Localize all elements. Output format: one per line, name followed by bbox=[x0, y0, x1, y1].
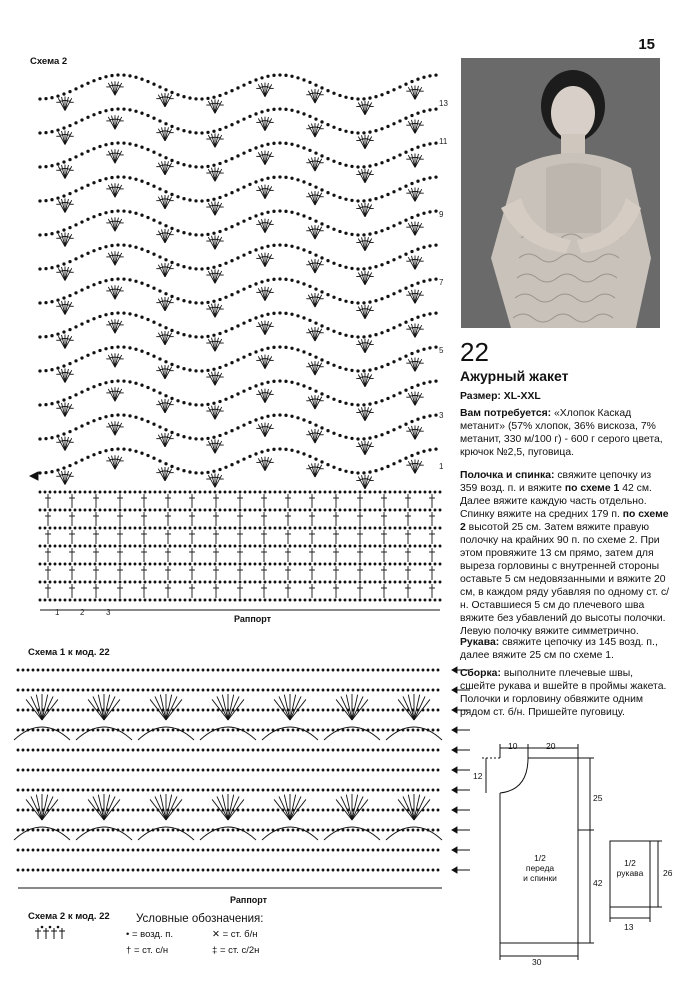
scheme2-chart bbox=[28, 62, 448, 622]
legend-text: = ст. с/2н bbox=[219, 945, 260, 956]
model-number: 22 bbox=[460, 337, 489, 367]
front-back-text: свяжите цепочку из 359 возд. п. и вяжите bbox=[460, 470, 652, 494]
page-number: 15 bbox=[638, 36, 655, 53]
size-line bbox=[460, 390, 670, 403]
assembly-paragraph bbox=[460, 667, 670, 719]
model-photo bbox=[461, 58, 660, 328]
scheme2-label: Схема 2 bbox=[30, 56, 68, 67]
sleeve-piece-label bbox=[610, 858, 650, 878]
pattern-diagram bbox=[470, 738, 690, 978]
materials-label: Вам потребуется: bbox=[460, 408, 552, 419]
body-piece-label bbox=[520, 853, 560, 883]
front-back-scheme-ref: по схеме 2 bbox=[460, 509, 669, 533]
chain-symbol: • bbox=[126, 929, 130, 940]
dim-top-left: 10 bbox=[508, 741, 518, 751]
body-label-line: переда bbox=[525, 863, 555, 873]
size-value: XL-XXL bbox=[503, 391, 541, 402]
legend-title: Условные обозначения: bbox=[136, 913, 264, 925]
stitch-number: 2 bbox=[80, 608, 85, 617]
dim-upper: 25 bbox=[593, 793, 603, 803]
model-title: Ажурный жакет bbox=[460, 368, 569, 384]
front-back-scheme-ref: по схеме 1 bbox=[564, 483, 620, 494]
row-number: 3 bbox=[439, 411, 444, 420]
sleeve-text: свяжите цепочку из 145 возд. п., далее вяжите 25 см по схеме 1. bbox=[460, 637, 658, 661]
body-label-line: и спинки bbox=[523, 873, 557, 883]
dim-sleeve-height: 26 bbox=[663, 868, 673, 878]
dim-neck: 12 bbox=[473, 771, 483, 781]
stitch-number: 1 bbox=[55, 608, 60, 617]
assembly-text: выполните плечевые швы, сшейте рукава и вшейте в проймы жакета. Полочки и горловину обвяжите одним рядом ст. б/н. Пришейте пуговицу. bbox=[460, 668, 667, 718]
front-back-paragraph bbox=[460, 469, 670, 638]
front-back-text: 42 см. Далее вяжите каждую часть отдельно. Спинку вяжите на средних 179 п. bbox=[460, 483, 652, 520]
legend-item-tr bbox=[212, 945, 259, 956]
legend-item-dc bbox=[126, 945, 168, 956]
scheme2-mod-symbols bbox=[34, 925, 66, 946]
scheme1-label: Схема 1 к мод. 22 bbox=[28, 647, 110, 658]
body-label-line: 1/2 bbox=[534, 853, 546, 863]
row-number: 11 bbox=[439, 137, 448, 146]
legend-item-chain bbox=[126, 929, 173, 940]
dim-bottom: 30 bbox=[532, 957, 542, 967]
treble-crochet-symbol: ‡ bbox=[212, 945, 218, 956]
dim-sleeve-width: 13 bbox=[624, 922, 634, 932]
assembly-label: Сборка: bbox=[460, 668, 501, 679]
row-number: 1 bbox=[439, 462, 444, 471]
scheme2-mod-label: Схема 2 к мод. 22 bbox=[28, 911, 110, 922]
legend-item-sc bbox=[212, 929, 257, 940]
row-number: 9 bbox=[439, 210, 444, 219]
dim-lower: 42 bbox=[593, 878, 603, 888]
row-number: 7 bbox=[439, 278, 444, 287]
sleeve-label: Рукава: bbox=[460, 637, 500, 648]
sleeve-paragraph bbox=[460, 636, 670, 662]
double-crochet-symbol: † bbox=[126, 945, 132, 956]
materials-paragraph bbox=[460, 407, 670, 459]
front-back-text: высотой 25 см. Затем вяжите правую полочку на крайних 90 п. по схеме 2. При этом провяжите 13 см прямо, затем для выреза горловины с внутренней стороны оставьте 5 см недовязанными и вяжите 20 см, в каждом ряду убавляя по одному ст. с/н. Оставшиеся 5 см до плечевого шва вяжите без убавлений до высоты полочки. Левую полочку вяжите симметрично. bbox=[460, 522, 670, 637]
single-crochet-symbol: ✕ bbox=[212, 929, 220, 940]
scheme1-repeat-label: Раппорт bbox=[230, 895, 268, 905]
sleeve-label-line: 1/2 bbox=[624, 858, 636, 868]
materials-text: «Хлопок Каскад метанит» (57% хлопок, 36% вискоза, 7% метанит, 330 м/100 г) - 600 г серого цвета, крючок №2,5, пуговица. bbox=[460, 408, 663, 458]
legend-text: = возд. п. bbox=[131, 929, 174, 940]
size-label: Размер: bbox=[460, 391, 501, 402]
legend-text: = ст. с/н bbox=[133, 945, 169, 956]
front-back-label: Полочка и спинка: bbox=[460, 470, 555, 481]
row-number: 5 bbox=[439, 346, 444, 355]
dim-top-right: 20 bbox=[546, 741, 556, 751]
scheme2-repeat-label: Раппорт bbox=[234, 614, 272, 624]
scheme1-chart bbox=[12, 660, 477, 890]
sleeve-label-line: рукава bbox=[616, 868, 644, 878]
row-number: 13 bbox=[439, 99, 448, 108]
stitch-number: 3 bbox=[106, 608, 111, 617]
legend-text: = ст. б/н bbox=[222, 929, 258, 940]
